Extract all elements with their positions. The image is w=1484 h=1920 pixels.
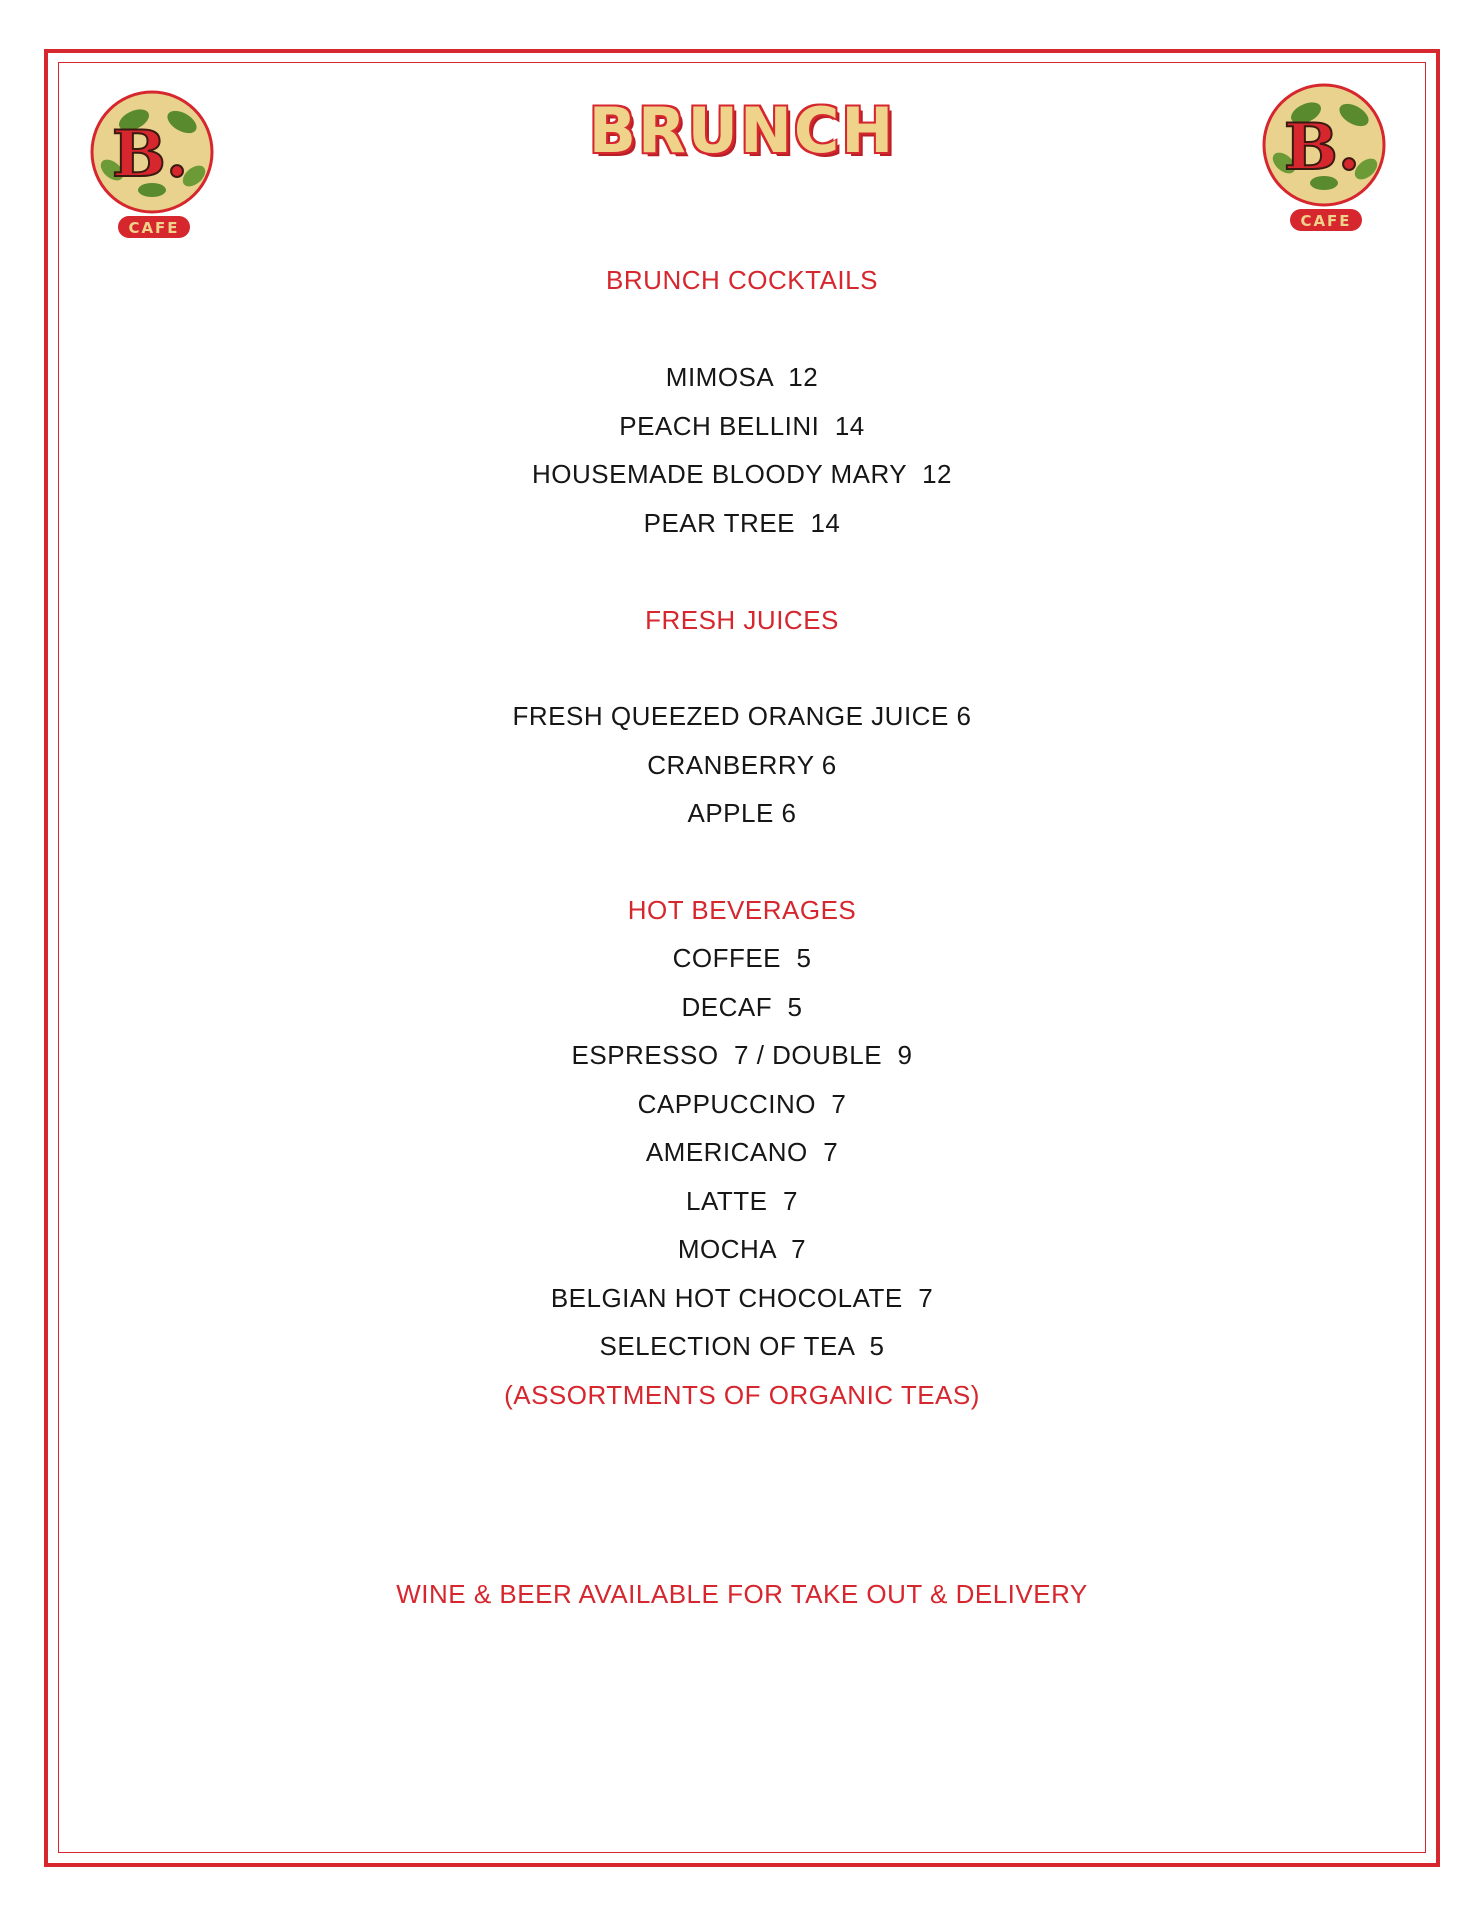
section-heading-cocktails: BRUNCH COCKTAILS (606, 265, 878, 295)
menu-item: DECAF 5 (681, 992, 803, 1022)
page-title: BRUNCH (588, 94, 896, 167)
menu-item: MOCHA 7 (677, 1234, 807, 1264)
tea-note: (ASSORTMENTS OF ORGANIC TEAS) (504, 1380, 980, 1410)
menu-item: CAPPUCCINO 7 (637, 1089, 847, 1119)
menu-item: ESPRESSO 7 / DOUBLE 9 (571, 1040, 913, 1070)
menu-item: FRESH QUEEZED ORANGE JUICE 6 (512, 701, 972, 731)
menu-item: HOUSEMADE BLOODY MARY 12 (532, 459, 952, 489)
menu-item: MIMOSA 12 (665, 362, 819, 392)
menu-item: COFFEE 5 (672, 943, 812, 973)
section-heading-hot-beverages: HOT BEVERAGES (627, 895, 857, 925)
logo-label: CAFE (128, 219, 180, 237)
menu-item: SELECTION OF TEA 5 (599, 1331, 885, 1361)
menu-item: PEAR TREE 14 (643, 508, 841, 538)
logo-label: CAFE (1300, 212, 1352, 230)
menu-item: LATTE 7 (686, 1186, 798, 1216)
logo-letter: B. (111, 117, 189, 192)
menu-item: PEACH BELLINI 14 (619, 411, 865, 441)
menu-item: BELGIAN HOT CHOCOLATE 7 (550, 1283, 934, 1313)
footer-note: WINE & BEER AVAILABLE FOR TAKE OUT & DELIVERY (396, 1579, 1088, 1609)
logo-letter: B. (1283, 110, 1361, 185)
section-heading-juices: FRESH JUICES (645, 605, 839, 635)
menu-item: APPLE 6 (687, 798, 797, 828)
menu-item: AMERICANO 7 (645, 1137, 839, 1167)
menu-item: CRANBERRY 6 (647, 750, 837, 780)
